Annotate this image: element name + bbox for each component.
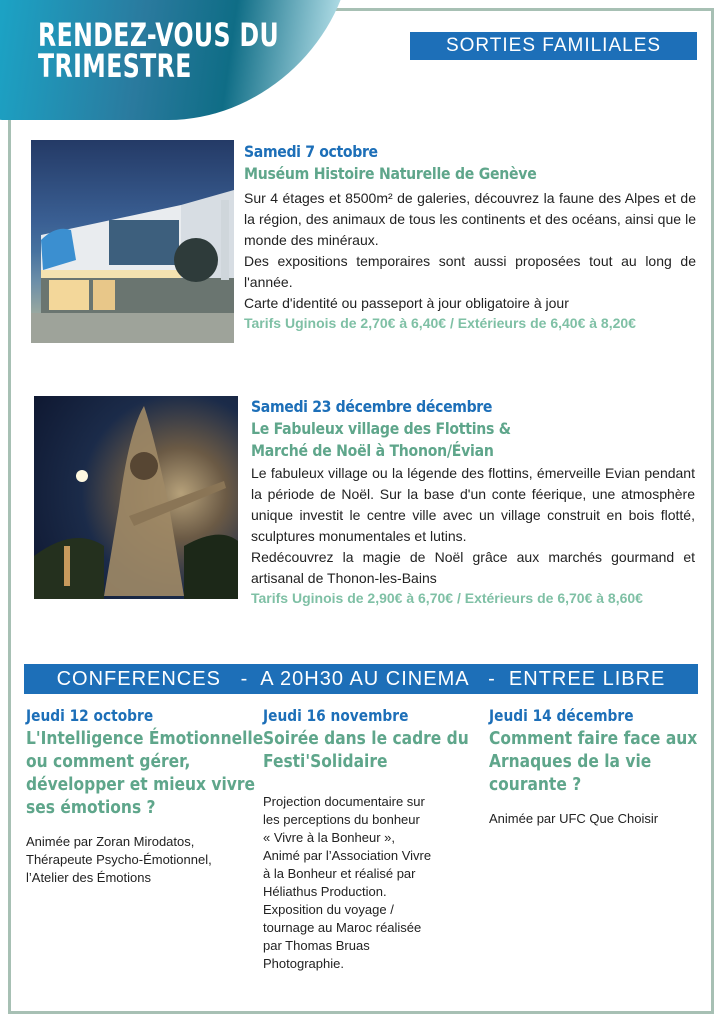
outing-price: Tarifs Uginois de 2,90€ à 6,70€ / Extérieurs de 6,70€ à 8,60€ <box>251 590 643 606</box>
conference-body <box>26 833 246 887</box>
conference-title-line: Comment faire face aux <box>489 728 698 749</box>
conference-body-line: l’Atelier des Émotions <box>26 870 151 885</box>
conference-body-line: par Thomas Bruas <box>263 938 370 953</box>
conference-title-line: Soirée dans le cadre du <box>263 728 469 749</box>
conference-title-line: Festi'Solidaire <box>263 751 388 772</box>
conference-title-line: courante ? <box>489 774 582 795</box>
conference-3 <box>489 706 699 828</box>
conference-body-line: Projection documentaire sur <box>263 794 425 809</box>
outing-requirement: Carte d'identité ou passeport à jour obligatoire à jour <box>244 295 569 311</box>
conference-title-line: développer et mieux vivre <box>26 774 256 795</box>
conference-title-line: ses émotions ? <box>26 797 156 818</box>
page-title-line-2: TRIMESTRE <box>38 47 192 85</box>
outing-title: Marché de Noël à Thonon/Évian <box>251 441 494 460</box>
outing-price: Tarifs Uginois de 2,70€ à 6,40€ / Extérieurs de 6,40€ à 8,20€ <box>244 315 636 331</box>
outing-2 <box>251 397 695 606</box>
conference-body-line: Héliathus Production. <box>263 884 387 899</box>
conference-title <box>263 727 473 773</box>
conference-body-line: Animé par l’Association Vivre <box>263 848 432 863</box>
conference-body-line: Animée par Zoran Mirodatos, <box>26 834 195 849</box>
flottins-photo <box>34 396 238 599</box>
conference-body-line: « Vivre à la Bonheur », <box>263 830 396 845</box>
conference-date: Jeudi 16 novembre <box>263 706 409 725</box>
conference-title <box>489 727 699 796</box>
conference-body-line: Thérapeute Psycho-Émotionnel, <box>26 852 212 867</box>
outing-description: Sur 4 étages et 8500m² de galeries, découvrez la faune des Alpes et de la région, des animaux de tous les continents et des océans, ainsi que le monde des minéraux. <box>244 190 696 248</box>
outing-description: Des expositions temporaires sont aussi proposées tout au long de l'année. <box>244 253 696 290</box>
outing-description: Le fabuleux village ou la légende des flottins, émerveille Evian pendant la période de Noël. Sur la base d'un conte féerique, une atmosphère unique investit le centre ville avec un village construit en bois flotté, sculptures monumentales et lutins. <box>251 465 695 544</box>
conference-body-line: Animée par UFC Que Choisir <box>489 811 659 826</box>
conference-body-line: les perceptions du bonheur <box>263 812 420 827</box>
conference-date: Jeudi 14 décembre <box>489 706 634 725</box>
conference-body-line: Exposition du voyage / <box>263 902 394 917</box>
conference-title <box>26 727 264 819</box>
conference-body-line: à la Bonheur et réalisé par <box>263 866 416 881</box>
page-title <box>38 16 280 85</box>
conference-body <box>489 810 699 828</box>
outing-date: Samedi 23 décembre décembre <box>251 397 493 416</box>
outing-title: Muséum Histoire Naturelle de Genève <box>244 164 537 183</box>
outing-1 <box>244 142 696 331</box>
conference-body-line: Photographie. <box>263 956 344 971</box>
conference-1 <box>26 706 264 887</box>
section-heading-conferences: CONFERENCES - A 20H30 AU CINEMA - ENTREE LIBRE <box>24 664 698 694</box>
conference-date: Jeudi 12 octobre <box>26 706 154 725</box>
section-heading-outings: SORTIES FAMILIALES <box>410 32 697 60</box>
outing-description: Redécouvrez la magie de Noël grâce aux marchés gourmand et artisanal de Thonon-les-Bains <box>251 549 695 586</box>
page-title-line-1: RENDEZ-VOUS DU <box>38 16 280 54</box>
conference-title-line: ou comment gérer, <box>26 751 191 772</box>
conference-2 <box>263 706 473 973</box>
museum-photo <box>31 140 234 343</box>
conference-body-line: tournage au Maroc réalisée <box>263 920 422 935</box>
outing-title: Le Fabuleux village des Flottins & <box>251 419 511 438</box>
conference-title-line: L'Intelligence Émotionnelle <box>26 728 264 749</box>
conference-body <box>263 793 473 973</box>
outing-date: Samedi 7 octobre <box>244 142 378 161</box>
conference-title-line: Arnaques de la vie <box>489 751 652 772</box>
